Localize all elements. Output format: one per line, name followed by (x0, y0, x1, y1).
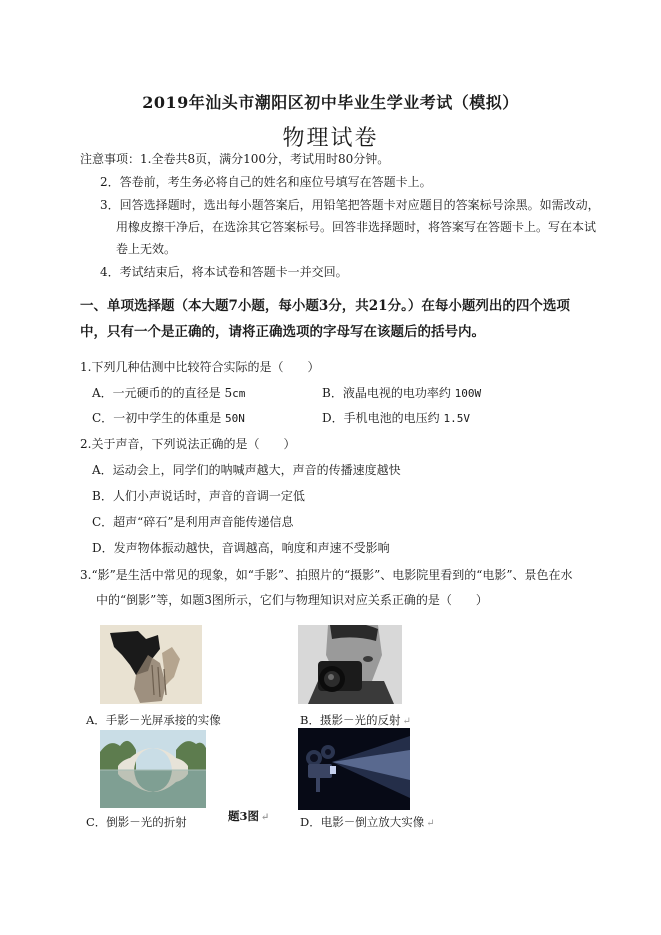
notes-item-3-line-1: 3．回答选择题时，选出每小题答案后，用铅笔把答题卡对应题目的答案标号涂黑。如需改动， (100, 198, 600, 212)
q3-stem-line-1: 3.“影”是生活中常见的现象，如“手影”、拍照片的“摄影”、电影院里看到的“电影”、景色在水 (80, 568, 573, 582)
q2-option-a: A．运动会上，同学们的呐喊声越大，声音的传播速度越快 (92, 463, 401, 477)
notes-item-2: 2．答卷前，考生务必将自己的姓名和座位号填写在答题卡上。 (100, 175, 432, 189)
return-mark-icon: ↵ (426, 818, 435, 829)
q1-option-b-unit: 100W (454, 387, 482, 400)
q3-caption-c: C．倒影－光的折射 (86, 815, 187, 829)
notes-line-1 (80, 150, 389, 167)
q3-caption-d-text: D．电影－倒立放大实像 (300, 815, 425, 829)
q1-option-c-text: 一初中学生的体重是 (113, 411, 226, 425)
q1-option-b-label: B． (322, 386, 343, 400)
q2-option-b: B．人们小声说话时，声音的音调一定低 (92, 489, 305, 503)
q2-stem: 2.关于声音，下列说法正确的是（ ） (80, 437, 296, 451)
q1-option-b-text: 液晶电视的电功率约 (342, 386, 455, 400)
q3-caption-b (300, 712, 411, 728)
q1-option-a-unit: cm (232, 387, 246, 400)
q1-option-a-label: A． (92, 386, 113, 400)
q1-option-c (92, 411, 245, 426)
q1-option-c-label: C． (92, 411, 114, 425)
subject-title: 物理试卷 (282, 126, 379, 151)
q1-option-b (322, 386, 481, 401)
q1-option-d-label: D． (322, 411, 344, 425)
q1-option-a-text: 一元硬币的的直径是 5 (112, 386, 233, 400)
figure-label-text: 题3图 (228, 809, 260, 823)
notes-item-3-line-2: 用橡皮擦干净后，在选涂其它答案标号。回答非选择题时，将答案写在答题卡上。写在本试 (116, 220, 597, 234)
projector-image (298, 728, 410, 810)
q3-stem-line-2: 中的“倒影”等，如题3图所示，它们与物理知识对应关系正确的是（ ） (96, 593, 488, 607)
q3-caption-d (300, 814, 435, 830)
q1-stem: 1.下列几种估测中比较符合实际的是（ ） (80, 360, 320, 374)
notes-item-3-line-3: 卷上无效。 (116, 242, 177, 256)
q1-option-d-unit: 1.5V (443, 412, 470, 425)
hand-shadow-image (100, 625, 202, 704)
q2-option-d: D．发声物体振动越快，音调越高，响度和声速不受影响 (92, 541, 390, 555)
q3-caption-a: A．手影－光屏承接的实像 (86, 713, 221, 727)
notes-heading: 注意事项： (80, 152, 141, 166)
q1-option-a (92, 386, 245, 401)
return-mark-icon: ↵ (402, 716, 411, 727)
notes-item-4: 4．考试结束后，将本试卷和答题卡一并交回。 (100, 265, 348, 279)
q2-option-c: C．超声“碎石”是利用声音能传递信息 (92, 515, 294, 529)
return-mark-icon: ↵ (261, 812, 270, 823)
q1-option-c-unit: 50N (225, 412, 245, 425)
photographer-image (298, 625, 402, 704)
section1-heading-line-1: 一、单项选择题（本大题7小题，每小题3分，共21分。）在每小题列出的四个选项 (80, 298, 570, 314)
q1-option-d-text: 手机电池的电压约 (343, 411, 444, 425)
exam-title: 2019年汕头市潮阳区初中毕业生学业考试（模拟） (142, 93, 519, 112)
figure-label (228, 808, 269, 824)
section1-heading-line-2: 中，只有一个是正确的，请将正确选项的字母写在该题后的括号内。 (80, 324, 485, 340)
q1-option-d (322, 411, 470, 426)
q3-caption-b-text: B．摄影－光的反射 (300, 713, 401, 727)
notes-item-1: 1.全卷共8页，满分100分，考试用时80分钟。 (140, 152, 390, 166)
bridge-reflection-image (100, 730, 206, 808)
